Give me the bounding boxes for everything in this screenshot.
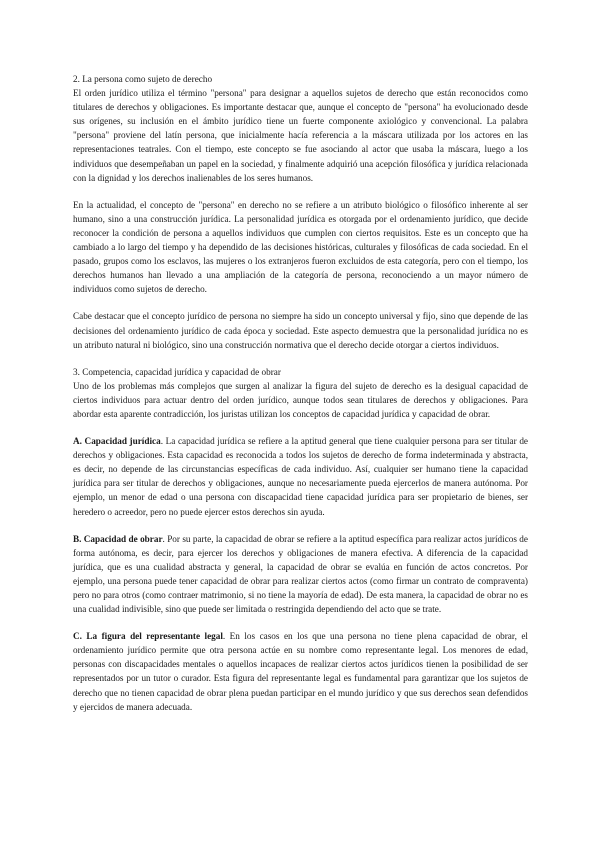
subheading-capacidad-juridica: A. Capacidad jurídica	[73, 436, 161, 447]
paragraph-persona-definition: El orden jurídico utiliza el término "persona" para designar a aquellos sujetos de derecho que están reconocidos como titulares de derechos y obligaciones. Es importante destacar que, aunque el concepto de "persona" ha evolucionado desde sus orígenes, su inclusión en el ámbito jurídico tiene un fuerte componente axiológico y convencional. La palabra "persona" proviene del latín persona, que inicialmente hacía referencia a la máscara utilizada por los actores en las representaciones teatrales. Con el tiempo, este concepto se fue asociando al actor que usaba la máscara, luego a los individuos que desempeñaban un papel en la sociedad, y finalmente adquirió una acepción filosófica y jurídica relacionada con la dignidad y los derechos inalienables de los seres humanos.	[73, 88, 528, 183]
subheading-capacidad-obrar: B. Capacidad de obrar	[73, 533, 163, 544]
paragraph-capacidad-obrar	[73, 532, 528, 617]
document-page	[73, 72, 528, 714]
paragraph-spacer	[73, 421, 528, 434]
paragraph-representante-legal	[73, 629, 528, 714]
paragraph-spacer	[73, 185, 528, 198]
paragraph-spacer	[73, 296, 528, 309]
paragraph-persona-construccion: Cabe destacar que el concepto jurídico de persona no siempre ha sido un concepto universal y fijo, sino que depende de las decisiones del ordenamiento jurídico de cada época y sociedad. Este aspecto demuestra que la personalidad jurídica no es un atributo natural ni biológico, sino una construcción normativa que el derecho decide otorgar a ciertos individuos.	[73, 311, 528, 350]
section-heading-capacidad: 3. Competencia, capacidad jurídica y capacidad de obrar	[73, 366, 281, 377]
text-capacidad-juridica: . La capacidad jurídica se refiere a la aptitud general que tiene cualquier persona para ser titular de derechos y obligaciones. Esta capacidad es reconocida a todos los sujetos de derecho de forma indeterminada y abstracta, es decir, no depende de las circunstancias específicas de cada individuo. Así, cualquier ser humano tiene la capacidad jurídica para ser titular de derechos y obligaciones, aunque no necesariamente pueda ejercerlos de manera autónoma. Por ejemplo, un menor de edad o una persona con discapacidad tiene capacidad jurídica para ser propietario de bienes, ser heredero o acreedor, pero no puede ejercer estos derechos sin ayuda.	[73, 436, 528, 517]
section-heading-persona: 2. La persona como sujeto de derecho	[73, 74, 213, 84]
paragraph-spacer	[73, 352, 528, 365]
text-representante-legal: . En los casos en los que una persona no tiene plena capacidad de obrar, el ordenamiento jurídico permite que otra persona actúe en su nombre como representante legal. Los menores de edad, personas con discapacidades mentales o aquellos incapaces de realizar ciertos actos jurídicos tienen la posibilidad de ser representados por un tutor o curador. Esta figura del representante legal es fundamental para garantizar que los sujetos de derecho que no tienen capacidad de obrar plena puedan participar en el mundo jurídico y que sus derechos sean defendidos y ejercidos de manera adecuada.	[73, 631, 528, 712]
paragraph-capacidad-juridica	[73, 434, 528, 519]
subheading-representante-legal: C. La figura del representante legal	[73, 631, 223, 642]
text-capacidad-obrar: . Por su parte, la capacidad de obrar se refiere a la aptitud específica para realizar actos jurídicos de forma autónoma, es decir, para ejercer los derechos y obligaciones de manera efectiva. A diferencia de la capacidad jurídica, que es una cualidad abstracta y general, la capacidad de obrar se evalúa en función de actos concretos. Por ejemplo, una persona puede tener capacidad de obrar para realizar ciertos actos (como firmar un contrato de compraventa) pero no para otros (como contraer matrimonio, si no tiene la mayoría de edad). De esta manera, la capacidad de obrar no es una cualidad indivisible, sino que puede ser limitada o restringida dependiendo del acto que se trate.	[73, 533, 528, 615]
paragraph-spacer	[73, 519, 528, 532]
paragraph-spacer	[73, 616, 528, 629]
paragraph-capacidad-intro: Uno de los problemas más complejos que surgen al analizar la figura del sujeto de derecho es la desigual capacidad de ciertos individuos para actuar dentro del orden jurídico, aunque todos sean titulares de derechos y obligaciones. Para abordar esta aparente contradicción, los juristas utilizan los conceptos de capacidad jurídica y capacidad de obrar.	[73, 380, 528, 419]
paragraph-persona-actualidad: En la actualidad, el concepto de "persona" en derecho no se refiere a un atributo biológico o filosófico inherente al ser humano, sino a una construcción jurídica. La personalidad jurídica es otorgada por el ordenamiento jurídico, que decide reconocer la condición de persona a aquellos individuos que cumplen con ciertos requisitos. Este es un concepto que ha cambiado a lo largo del tiempo y ha dependido de las decisiones históricas, culturales y filosóficas de cada sociedad. En el pasado, grupos como los esclavos, las mujeres o los extranjeros fueron excluidos de esta categoría, pero con el tiempo, los derechos humanos han llevado a una ampliación de la categoría de persona, reconociendo a un mayor número de individuos como sujetos de derecho.	[73, 199, 528, 295]
